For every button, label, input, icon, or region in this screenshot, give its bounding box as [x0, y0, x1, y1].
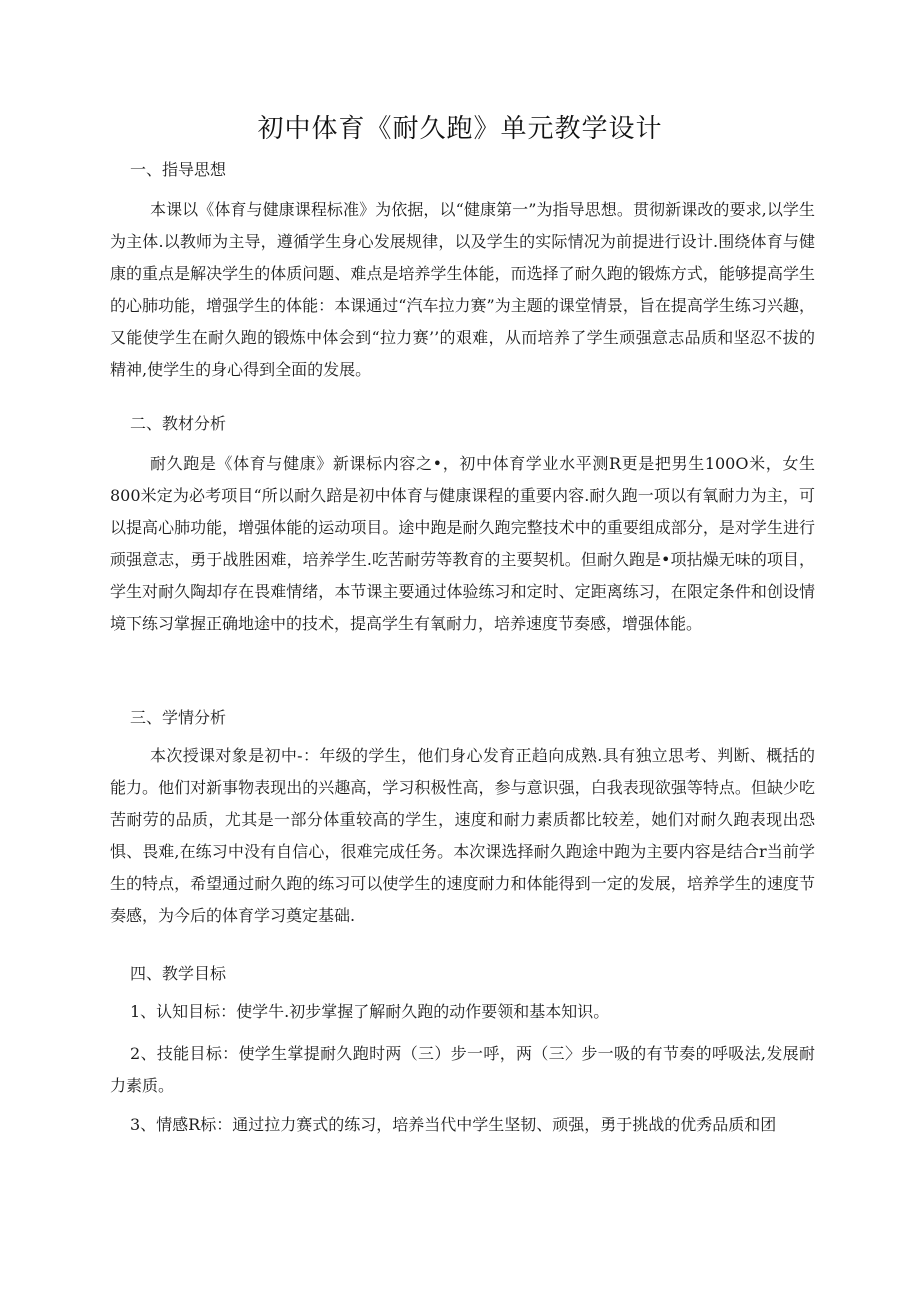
goal-skill: 2、技能目标：使学生掌提耐久跑时两（三）步一呼，两（三〉步一吸的有节奏的呼吸法,发展耐力素质。: [110, 1044, 815, 1095]
paragraph-guiding-ideology: 本课以《体育与健康课程标准》为依据，以“健康第一”为指导思想。贯彻新课改的要求,以学生为主体.以教师为主导，遵循学生身心发展规律，以及学生的实际情况为前提进行设计.围绕体育与健康的重点是解决学生的体质问题、难点是培养学生体能，而选择了耐久跑的锻炼方式，能够提高学生的心肺功能，增强学生的体能：本课通过“汽车拉力赛”为主题的课堂情景，旨在提高学生练习兴趣，又能使学生在耐久跑的锻炼中体会到“拉力赛’’的艰难，从而培养了学生顽强意志品质和坚忍不拔的精神,使学生的身心得到全面的发展。: [110, 200, 815, 379]
section-heading-material-analysis: 二、教材分析: [130, 414, 227, 433]
paragraph-material-analysis: 耐久跑是《体育与健康》新课标内容之•，初中体育学业水平测R更是把男生100O米，女生800米定为必考项目“所以耐久踣是初中体育与健康课程的重要内容.耐久跑一项以有氧耐力为主，可以提高心肺功能，增强体能的运动项目。途中跑是耐久跑完整技术中的重要组成部分，是对学生进行顽强意志，勇于战胜困难，培养学生.吃苦耐劳等教育的主要契机。但耐久跑是•项拈燥无味的项目，学生对耐久陶却存在畏难情绪，本节课主要通过体验练习和定时、定距离练习，在限定条件和创设情境下练习掌握正确地途中的技术，提高学生有氧耐力，培养速度节奏感，增强体能。: [110, 454, 815, 633]
paragraph-student-analysis: 本次授课对象是初中-：年级的学生，他们身心发育正趋向成熟.具有独立思考、判断、概括的能力。他们对新事物表现出的兴趣高，学习积极性高，参与意识强，白我表现欲强等特点。但缺少吃苦耐劳的品质，尤其是一部分体重较高的学生，速度和耐力素质都比较差，她们对耐久跑表现出恐惧、畏难,在练习中没有自信心，很难完成任务。本次课选择耐久跑途中跑为主要内容是结合r当前学生的特点，希望通过耐久跑的练习可以使学生的速度耐力和体能得到一定的发展，培养学生的速度节奏感，为今后的体育学习奠定基础.: [110, 746, 815, 925]
section-heading-guiding-ideology: 一、指导思想: [130, 160, 227, 179]
section-heading-student-analysis: 三、学情分析: [130, 708, 227, 727]
section-heading-teaching-goals: 四、教学目标: [130, 964, 227, 983]
goal-affective: 3、情感R标：通过拉力赛式的练习，培养当代中学生坚韧、顽强，勇于挑战的优秀品质和团: [130, 1115, 777, 1134]
document-title: 初中体育《耐久跑》单元教学设计: [257, 114, 663, 144]
goal-cognitive: 1、认知目标：使学牛.初步掌握了解耐久跑的动作要领和基本知识。: [130, 1002, 610, 1021]
